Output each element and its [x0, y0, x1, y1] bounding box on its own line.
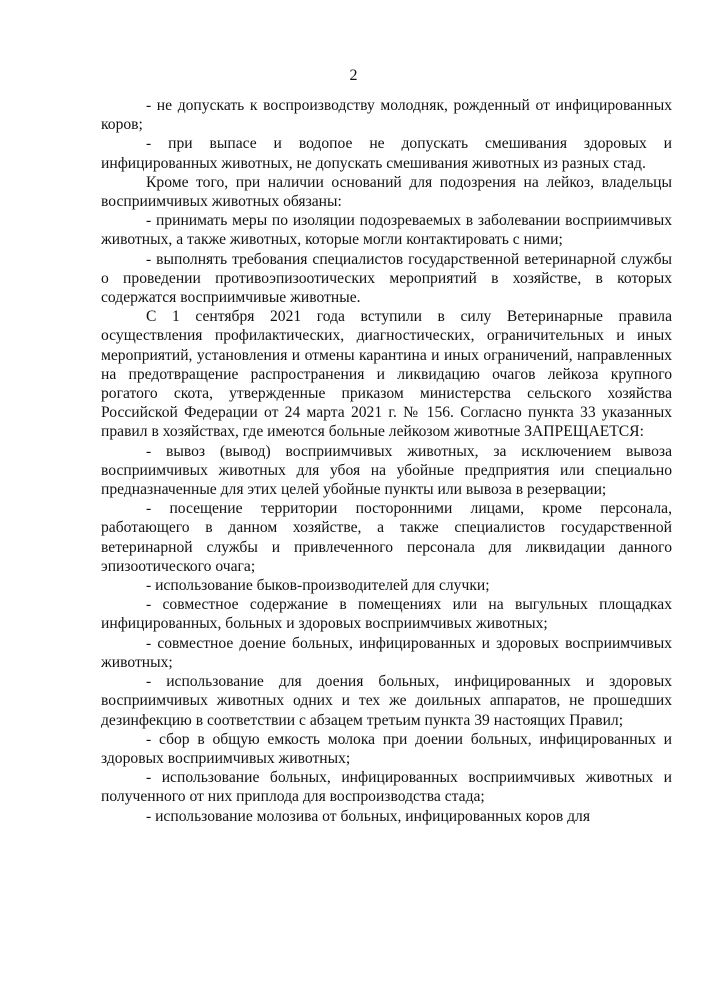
paragraph-isolation-measures: - принимать меры по изоляции подозреваемых в заболевании восприимчивых животных, а также животных, которые могли контактировать с ними;	[101, 212, 672, 249]
paragraph-veterinary-rules: С 1 сентября 2021 года вступили в силу Ветеринарные правила осуществления профилактических, диагностических, ограничительных и иных мероприятий, установления и отмены карантина и иных ограничений, направленных на предотвращение распространения и ликвидацию очагов лейкоза крупного рогатого скота, утвержденные приказом министерства сельского хозяйства Российской Федерации от 24 марта 2021 г. № 156. Согласно пункта 33 указанных правил в хозяйствах, где имеются больные лейкозом животные ЗАПРЕЩАЕТСЯ:	[101, 308, 672, 441]
paragraph-colostrum: - использование молозива от больных, инфицированных коров для	[146, 807, 590, 825]
paragraph-joint-housing: - совместное содержание в помещениях или на выгульных площадках инфицированных, больных и здоровых восприимчивых животных;	[101, 596, 672, 633]
paragraph-bulls-mating: - использование быков-производителей для случки;	[146, 577, 490, 595]
paragraph-milking-machines: - использование для доения больных, инфицированных и здоровых восприимчивых животных одних и тех же доильных аппаратов, не прошедших дезинфекцию в соответствии с абзацем третьим пункта 39 настоящих Правил;	[101, 673, 672, 729]
paragraph-animal-export: - вывоз (вывод) восприимчивых животных, за исключением вывоза восприимчивых животных для убоя на убойные предприятия или специально предназначенные для этих целей убойные пункты или вывоза в резервации;	[101, 442, 672, 499]
paragraph-joint-milking: - совместное доение больных, инфицированных и здоровых восприимчивых животных;	[101, 634, 672, 671]
paragraph-vet-requirements: - выполнять требования специалистов государственной ветеринарной службы о проведении противоэпизоотических мероприятий в хозяйстве, в которых содержатся восприимчивые животные.	[101, 250, 672, 307]
paragraph-ban-breeding-young: - не допускать к воспроизводству молодняк, рожденный от инфицированных коров;	[101, 97, 672, 134]
paragraph-reproduction: - использование больных, инфицированных восприимчивых животных и полученного от них приплода для воспроизводства стада;	[101, 769, 672, 806]
document-body	[101, 96, 672, 826]
paragraph-milk-collection: - сбор в общую емкость молока при доении больных, инфицированных и здоровых восприимчивых животных;	[101, 730, 672, 767]
paragraph-visitors: - посещение территории посторонними лицами, кроме персонала, работающего в данном хозяйстве, а также специалистов государственной ветеринарной службы и привлеченного персонала для ликвидации данного эпизоотического очага;	[101, 500, 672, 575]
page-number: 2	[349, 67, 358, 84]
paragraph-grazing-mixing: - при выпасе и водопое не допускать смешивания здоровых и инфицированных животных, не допускать смешивания животных из разных стад.	[101, 135, 672, 172]
paragraph-owners-obligations: Кроме того, при наличии оснований для подозрения на лейкоз, владельцы восприимчивых животных обязаны:	[101, 173, 672, 211]
